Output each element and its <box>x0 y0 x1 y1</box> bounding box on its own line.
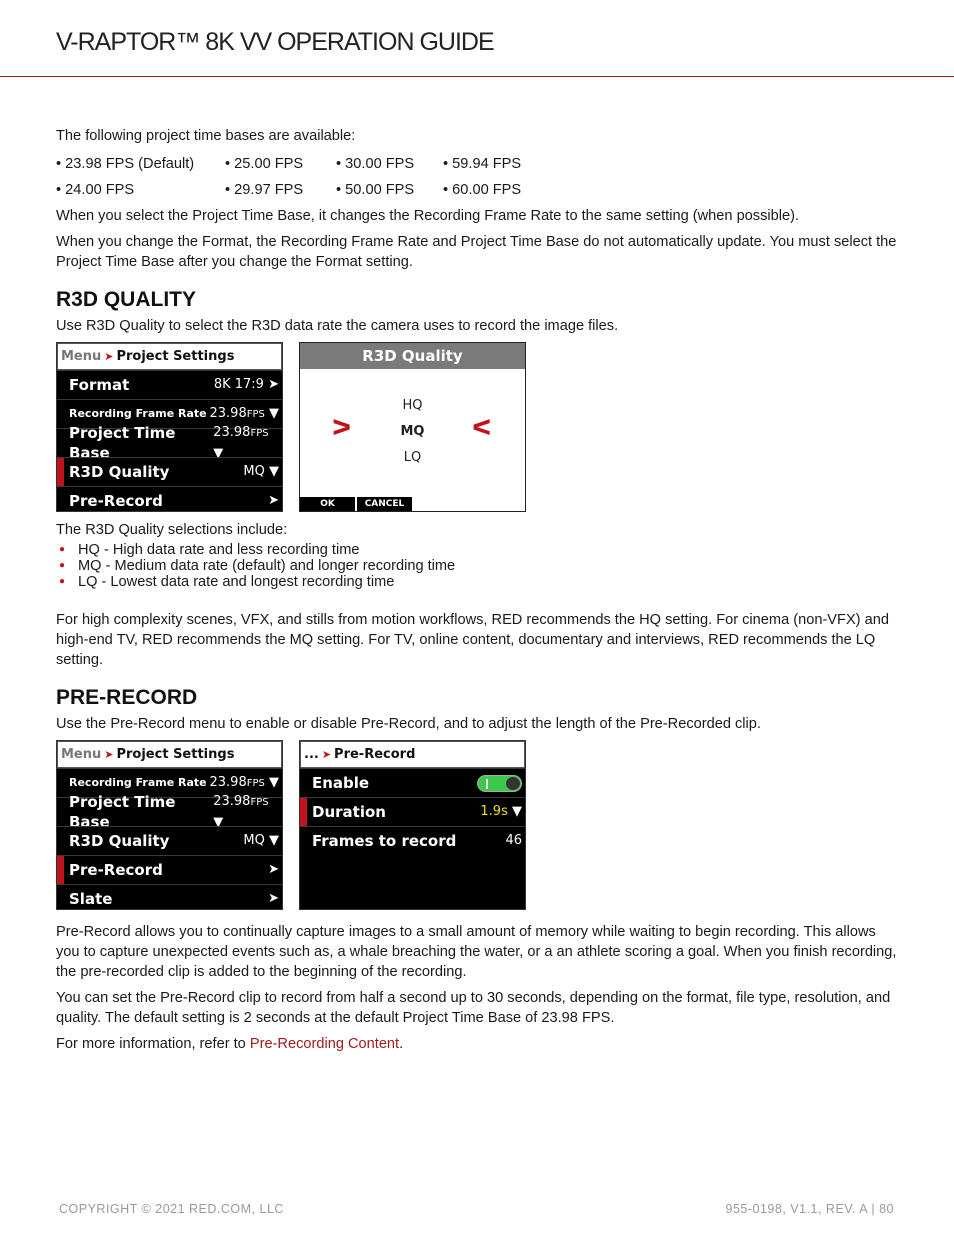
menu-item-frames-to-record <box>300 826 525 855</box>
fps-item: • 29.97 FPS <box>225 182 304 198</box>
menu-breadcrumb <box>57 343 282 370</box>
r3d-quality-heading: R3D QUALITY <box>56 288 197 311</box>
menu-item-pre-record[interactable] <box>57 855 282 884</box>
menu-breadcrumb <box>300 741 525 768</box>
paragraph: When you change the Format, the Recording Frame Rate and Project Time Base do not automatically update. You must select the Project Time Base after you change the Format setting. <box>56 234 897 270</box>
crumb-root[interactable]: Menu <box>61 746 102 762</box>
menu-item-label: Format <box>69 376 130 394</box>
timebase-intro: The following project time bases are available: <box>56 128 356 144</box>
menu-item-project-time-base[interactable] <box>57 793 282 831</box>
pre-record-heading: PRE-RECORD <box>56 686 198 709</box>
chevron-down-icon: ▼ <box>269 833 279 848</box>
paragraph: When you select the Project Time Base, it changes the Recording Frame Rate to the same setting (when possible). <box>56 208 800 224</box>
menu-item-label: Recording Frame Rate <box>69 776 207 789</box>
project-settings-menu <box>56 740 283 910</box>
chevron-right-icon: ➤ <box>104 747 114 761</box>
menu-item-value: 23.98FPS ▼ <box>209 405 279 421</box>
chevron-right-icon: ➤ <box>321 747 332 761</box>
r3d-desc: Use R3D Quality to select the R3D data rate the camera uses to record the image files. <box>56 318 619 334</box>
chevron-down-icon: ▼ <box>512 804 522 819</box>
menu-item-value <box>268 860 279 880</box>
list-item: ● LQ - Lowest data rate and longest recording time <box>56 574 901 590</box>
crumb-root[interactable]: Menu <box>61 348 102 364</box>
selector-right-icon: ᐳ <box>332 416 352 441</box>
fps-item: • 24.00 FPS <box>56 182 135 198</box>
menu-item-label: Project Time Base <box>69 424 176 462</box>
chevron-right-icon: ➤ <box>268 493 279 508</box>
menu-item-value: MQ ▼ <box>243 464 279 479</box>
crumb-root[interactable]: ... <box>304 746 319 762</box>
fps-item: • 50.00 FPS <box>336 182 415 198</box>
fps-list <box>56 154 901 200</box>
pre-record-menu <box>299 740 526 910</box>
menu-item-value: 23.98FPS ▼ <box>213 793 269 830</box>
paragraph: For high complexity scenes, VFX, and stills from motion workflows, RED recommends the HQ setting. For cinema (non-VFX) and high-end TV, RED recommends the MQ setting. For TV, online content, documentary and interviews, RED recommends the LQ setting. <box>56 612 889 668</box>
fps-item: • 30.00 FPS <box>336 156 415 172</box>
dialog-footer <box>300 497 412 511</box>
menu-item-label: Slate <box>69 890 113 908</box>
menu-item-label: Project Time Base <box>69 793 176 831</box>
list-item: ● HQ - High data rate and less recording time <box>56 542 901 558</box>
menu-item-slate[interactable] <box>57 884 282 913</box>
crumb-page: Pre-Record <box>334 746 416 762</box>
fps-item: • 25.00 FPS <box>225 156 304 172</box>
menu-item-label: Pre-Record <box>69 492 163 510</box>
list-item: ● MQ - Medium data rate (default) and longer recording time <box>56 558 901 574</box>
chevron-down-icon: ▼ <box>269 774 279 790</box>
menu-item-value <box>268 491 279 511</box>
menu-item-value: 23.98FPS ▼ <box>213 424 269 461</box>
option-hq[interactable]: HQ <box>402 398 423 413</box>
ok-button[interactable]: OK <box>300 497 355 511</box>
menu-item-project-time-base[interactable] <box>57 424 282 462</box>
chevron-down-icon: ▼ <box>213 814 224 830</box>
r3d-quality-list <box>56 542 901 590</box>
page-content <box>56 126 901 1060</box>
menu-item-label: Duration <box>312 803 386 821</box>
paragraph: Pre-Record allows you to continually capture images to a small amount of memory while waiting to begin recording. This allows you to capture unexpected events such as, a whale breaching the water, or a an athlete scoring a goal. When you finish recording, the pre-recorded clip is added to the beginning of the recording. <box>56 924 897 980</box>
paragraph: You can set the Pre-Record clip to record from half a second up to 30 seconds, depending on the format, file type, resolution, and quality. The default setting is 2 seconds at the default Project Time Base of 23.98 FPS. <box>56 990 891 1026</box>
r3d-list-intro: The R3D Quality selections include: <box>56 522 288 538</box>
fps-item: • 59.94 FPS <box>443 156 522 172</box>
menu-item-label: Recording Frame Rate <box>69 407 207 420</box>
option-lq[interactable]: LQ <box>403 450 422 465</box>
dialog-title: R3D Quality <box>300 343 525 369</box>
chevron-down-icon: ▼ <box>269 464 279 479</box>
r3d-screens <box>56 342 901 512</box>
paragraph: For more information, refer to Pre-Recording Content. <box>56 1036 404 1052</box>
enable-toggle[interactable] <box>477 775 522 792</box>
cancel-button[interactable]: CANCEL <box>357 497 412 511</box>
menu-item-r3d-quality[interactable] <box>57 826 282 855</box>
pre-record-screens <box>56 740 901 910</box>
menu-item-duration[interactable] <box>300 797 525 826</box>
chevron-right-icon: ➤ <box>104 349 114 363</box>
menu-item-value: MQ ▼ <box>243 833 279 848</box>
footer-copyright: COPYRIGHT © 2021 RED.COM, LLC <box>59 1202 284 1216</box>
menu-item-value <box>268 889 279 909</box>
selector-left-icon: ᐸ <box>472 416 492 441</box>
menu-item-label: Frames to record <box>312 832 457 850</box>
menu-item-value: 23.98FPS ▼ <box>209 774 279 790</box>
menu-item-value: 46 <box>505 833 522 848</box>
chevron-down-icon: ▼ <box>269 405 279 421</box>
chevron-right-icon: ➤ <box>268 862 279 877</box>
menu-breadcrumb <box>57 741 282 768</box>
r3d-quality-dialog <box>299 342 526 512</box>
menu-item-enable[interactable] <box>300 768 525 797</box>
footer-page-info: 955-0198, V1.1, REV. A | 80 <box>725 1202 894 1216</box>
menu-item-label: R3D Quality <box>69 463 170 481</box>
menu-item-label: R3D Quality <box>69 832 170 850</box>
option-mq[interactable]: MQ <box>400 424 425 439</box>
page-title: V-RAPTOR™ 8K VV OPERATION GUIDE <box>56 28 494 56</box>
menu-item-value: 1.9s ▼ <box>480 804 522 819</box>
pre-record-desc: Use the Pre-Record menu to enable or disable Pre-Record, and to adjust the length of the Pre-Recorded clip. <box>56 716 761 732</box>
menu-item-pre-record[interactable] <box>57 486 282 515</box>
chevron-down-icon: ▼ <box>213 445 224 461</box>
chevron-right-icon: ➤ <box>268 891 279 906</box>
chevron-right-icon: ➤ <box>268 377 279 392</box>
page-header <box>0 0 954 77</box>
menu-item-format[interactable] <box>57 370 282 399</box>
project-settings-menu <box>56 342 283 512</box>
crumb-page: Project Settings <box>116 348 235 364</box>
fps-item: • 60.00 FPS <box>443 182 522 198</box>
menu-item-label: Enable <box>312 774 370 792</box>
menu-item-label: Pre-Record <box>69 861 163 879</box>
pre-recording-content-link[interactable]: Pre-Recording Content <box>249 1036 400 1052</box>
fps-item: • 23.98 FPS (Default) <box>56 156 195 172</box>
menu-item-value: 8K 17:9 ➤ <box>213 377 279 392</box>
crumb-page: Project Settings <box>116 746 235 762</box>
menu-item-r3d-quality[interactable] <box>57 457 282 486</box>
